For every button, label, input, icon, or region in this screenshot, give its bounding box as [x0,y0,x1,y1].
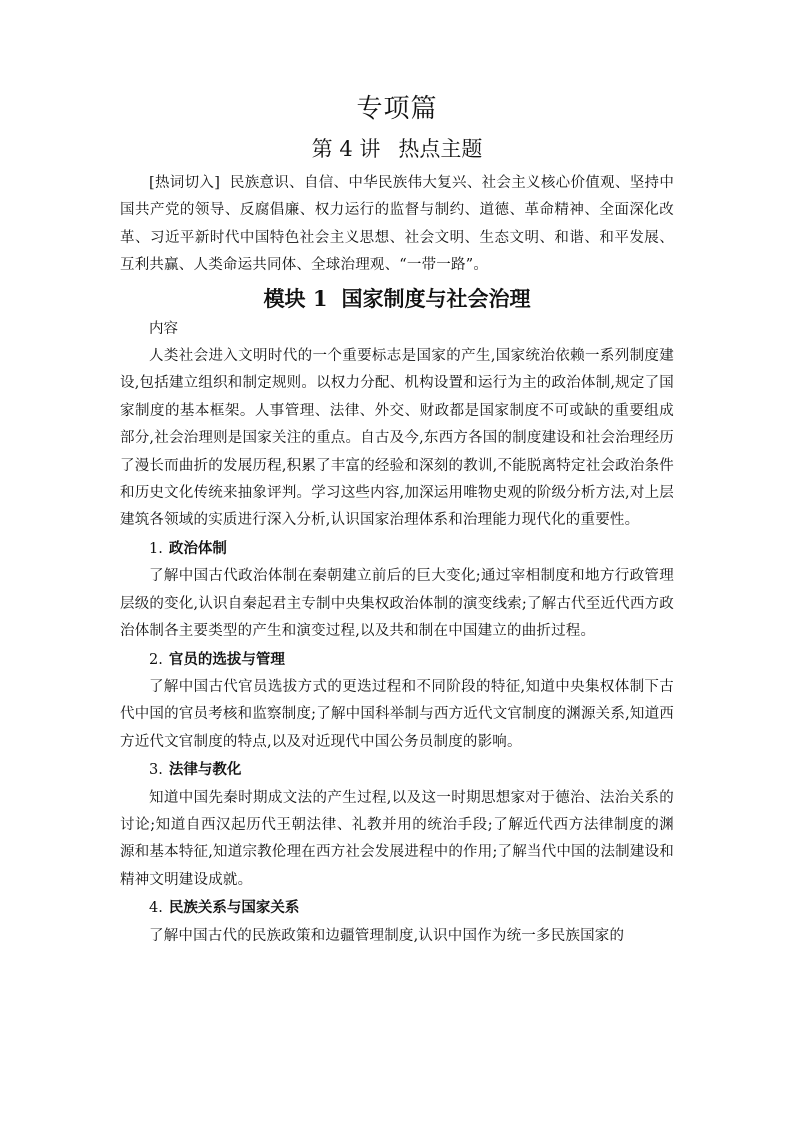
section-heading-ethnic-relations [120,894,674,922]
module-heading [120,284,674,314]
section-title: 法律与教化 [168,761,242,779]
lecture-number: 第 4 讲 [311,137,381,161]
part-title: 专项篇 [356,94,438,124]
content-label: 内容 [149,320,178,337]
section-text-ethnic-relations: 了解中国古代的民族政策和边疆管理制度,认识中国作为统一多民族国家的 [149,927,625,944]
section-number: 3. [149,762,163,779]
section-text-law: 知道中国先秦时期成文法的产生过程,以及这一时期思想家对于德治、法治关系的讨论;知道自西汉起历代王朝法律、礼教并用的统治手段;了解近代西方法律制度的渊源和基本特征,知道宗教伦理在西方社会发展进程中的作用;了解当代中国的法制建设和精神文明建设成就。 [120,789,674,888]
section-title: 民族关系与国家关系 [168,899,300,917]
intro-paragraph: 人类社会进入文明时代的一个重要标志是国家的产生,国家统治依赖一系列制度建设,包括建立组织和制定规则。以权力分配、机构设置和运行为主的政治体制,规定了国家制度的基本框架。人事管理、法律、外交、财政都是国家制度不可或缺的重要组成部分,社会治理则是国家关注的重点。自古及今,东西方各国的制度建设和社会治理经历了漫长而曲折的发展历程,积累了丰富的经验和深刻的教训,不能脱离特定社会政治条件和历史文化传统来抽象评判。学习这些内容,加深运用唯物史观的阶级分析方法,对上层建筑各领域的实质进行深入分析,认识国家治理体系和治理能力现代化的重要性。 [120,348,674,529]
hot-words-text: 民族意识、自信、中华民族伟大复兴、社会主义核心价值观、坚持中国共产党的领导、反腐倡廉、权力运行的监督与制约、道德、革命精神、全面深化改革、习近平新时代中国特色社会主义思想、社会文明、生态文明、和谐、和平发展、互利共赢、人类命运共同体、全球治理观、“一带一路”。 [120,175,675,274]
lecture-title: 热点主题 [398,137,483,161]
hot-words-label: [热词切入] [149,175,221,191]
section-title: 政治体制 [168,539,227,557]
hot-words-paragraph [120,170,674,280]
section-heading-law [120,756,674,784]
module-number: 模块 1 [263,285,328,311]
lecture-heading [120,134,674,164]
section-heading-political-system [120,535,674,563]
document-page [120,92,674,950]
section-number: 2. [149,651,163,668]
section-number: 1. [149,540,163,557]
section-text-political-system: 了解中国古代政治体制在秦朝建立前后的巨大变化;通过宰相制度和地方行政管理层级的变化,认识自秦起君主专制中央集权政治体制的演变线索;了解古代至近代西方政治体制各主要类型的产生和演变过程,以及共和制在中国建立的曲折过程。 [120,568,674,640]
section-number: 4. [149,900,163,917]
section-title: 官员的选拔与管理 [168,650,285,668]
section-text-officials: 了解中国古代官员选拔方式的更迭过程和不同阶段的特征,知道中央集权体制下古代中国的官员考核和监察制度;了解中国科举制与西方近代文官制度的渊源关系,知道西方近代文官制度的特点,以及对近现代中国公务员制度的影响。 [120,678,674,750]
section-heading-officials [120,646,674,674]
module-title: 国家制度与社会治理 [341,285,531,311]
